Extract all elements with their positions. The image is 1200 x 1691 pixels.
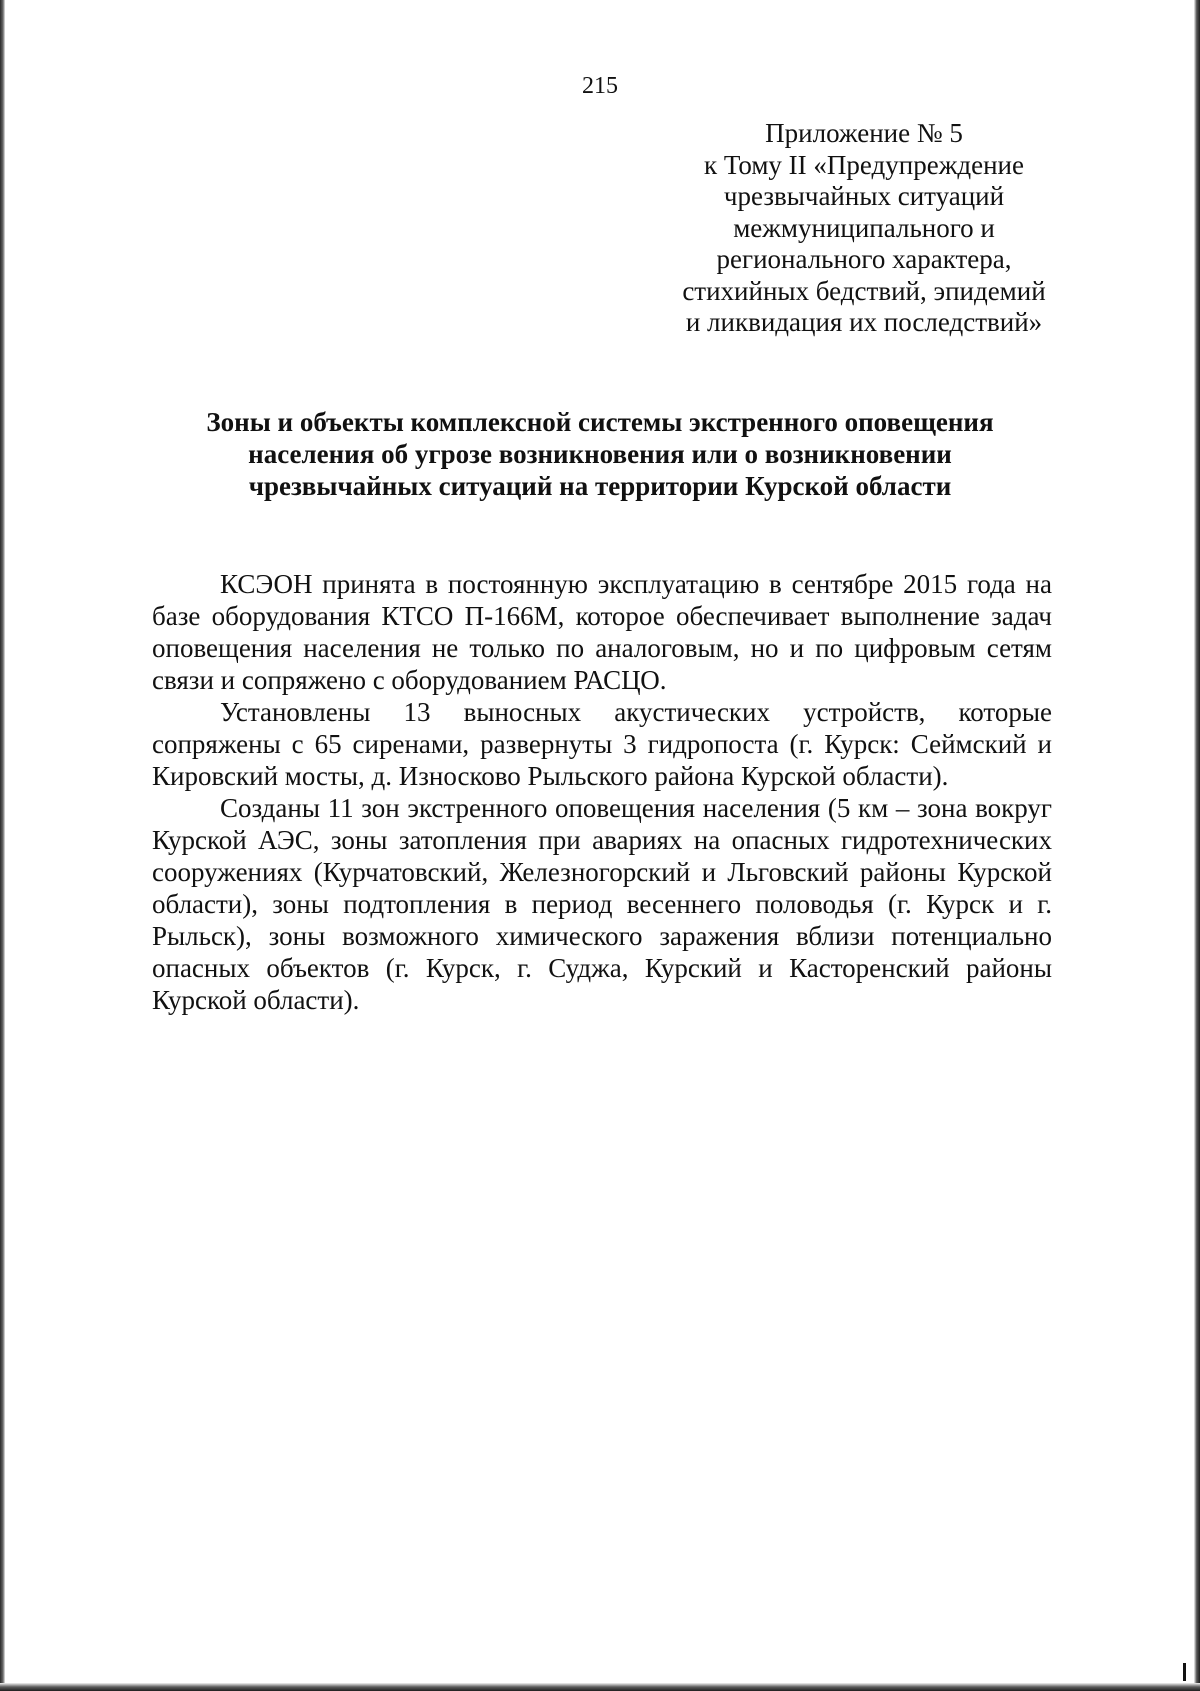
appendix-line: межмуниципального и bbox=[733, 212, 995, 243]
appendix-line: чрезвычайных ситуаций bbox=[723, 181, 1005, 211]
scan-corner-mark bbox=[1183, 1663, 1186, 1681]
scan-edge-left bbox=[0, 0, 5, 1691]
title-line: населения об угрозе возникновения или о возникновении bbox=[248, 439, 952, 469]
paragraph-acoustic-devices: Установлены 13 выносных акустических устройств, которые сопряжены с 65 сиренами, развернуты 3 гидропоста (г. Курск: Сеймский и Кировский мосты, д. Износково Рыльского района Курской области). bbox=[152, 697, 1052, 791]
scan-edge-right bbox=[1194, 0, 1200, 1691]
title-line: Зоны и объекты комплексной системы экстренного оповещения bbox=[206, 407, 994, 437]
page-number: 215 bbox=[582, 73, 618, 99]
paragraph-warning-zones: Созданы 11 зон экстренного оповещения населения (5 км – зона вокруг Курской АЭС, зоны затопления при авариях на опасных гидротехнических сооружениях (Курчатовский, Железногорский и Льговский районы Курской области), зоны подтопления в период весеннего половодья (г. Курск и г. Рыльск), зоны возможного химического заражения вблизи потенциально опасных объектов (г. Курск, г. Суджа, Курский и Касторенский районы Курской области). bbox=[152, 793, 1052, 1015]
appendix-line: стихийных бедствий, эпидемий bbox=[682, 275, 1046, 306]
appendix-header bbox=[636, 118, 1092, 339]
appendix-line: к Тому II «Предупреждение bbox=[704, 149, 1024, 180]
paragraph-kseon-operation: КСЭОН принята в постоянную эксплуатацию в сентябре 2015 года на базе оборудования КТСО П-166М, которое обеспечивает выполнение задач оповещения населения не только по аналоговым, но и по цифровым сетям связи и сопряжено с оборудованием РАСЦО. bbox=[152, 569, 1052, 695]
appendix-line: регионального характера, bbox=[716, 244, 1012, 274]
document-title bbox=[140, 406, 1060, 502]
appendix-line: и ликвидация их последствий» bbox=[685, 307, 1043, 337]
scan-edge-bottom bbox=[0, 1683, 1200, 1691]
appendix-line: Приложение № 5 bbox=[765, 118, 963, 148]
document-body bbox=[152, 568, 1052, 1016]
title-line: чрезвычайных ситуаций на территории Курской области bbox=[248, 471, 952, 501]
